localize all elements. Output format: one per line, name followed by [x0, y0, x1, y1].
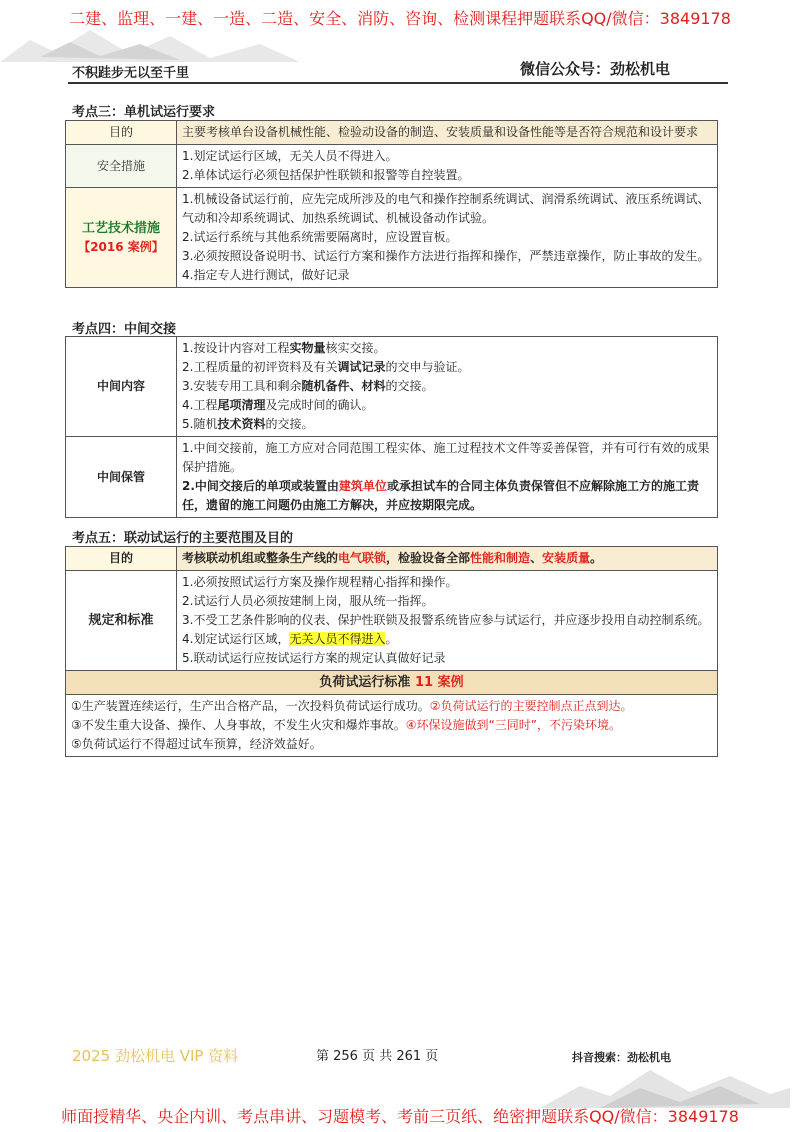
list-item: 5.联动试运行应按试运行方案的规定认真做好记录 — [182, 651, 446, 665]
rules-label: 规定和标准 — [66, 571, 177, 671]
load-standard-title: 负荷试运行标准 11 案例 — [66, 671, 718, 695]
list-item: 2.试运行人员必须按建制上岗，服从统一指挥。 — [182, 594, 434, 608]
list-item: 2.工程质量的初评资料及有关调试记录的交申与验证。 — [182, 360, 470, 374]
list-item: 4.划定试运行区域，无关人员不得进入。 — [182, 632, 398, 646]
section4-table — [65, 336, 718, 518]
list-item: 3.安装专用工具和剩余随机备件、材料的交接。 — [182, 379, 434, 393]
section3-table — [65, 120, 718, 288]
mountain-decoration-icon — [0, 22, 300, 67]
tech-label: 工艺技术措施 — [81, 220, 160, 236]
list-item: 1.机械设备试运行前，应先完成所涉及的电气和操作控制系统调试、润滑系统调试、液压系统调试、气动和冷却系统调试、加热系统调试、机械设备动作试验。 — [182, 192, 710, 225]
page-number: 第 256 页 共 261 页 — [316, 1049, 439, 1064]
rules-content — [177, 571, 718, 671]
list-item: ③不发生重大设备、操作、人身事故，不发生火灾和爆炸事故。④环保设施做到“三同时”，不污染环境。 — [71, 718, 621, 732]
list-item: 1.中间交接前，施工方应对合同范围工程实体、施工过程技术文件等妥善保管，并有可行有效的成果保护措施。 — [182, 441, 710, 474]
list-item: 4.指定专人进行测试，做好记录 — [182, 268, 350, 282]
tech-case: 【2016 案例】 — [78, 239, 164, 254]
list-item: ①生产装置连续运行，生产出合格产品，一次投料负荷试运行成功。②负荷试运行的主要控制点正点到达。 — [71, 699, 633, 713]
mountain-decoration-icon — [540, 1058, 790, 1108]
header-divider — [68, 82, 728, 84]
top-banner: 二建、监理、一建、一造、二造、安全、消防、咨询、检测课程押题联系QQ/微信：3849178 — [69, 9, 731, 28]
section5-title: 考点五：联动试运行的主要范围及目的 — [72, 531, 294, 546]
header-wechat: 微信公众号：劲松机电 — [520, 60, 671, 78]
section3-title: 考点三：单机试运行要求 — [72, 105, 216, 120]
content-label: 中间内容 — [66, 337, 177, 437]
footer-douyin: 抖音搜索：劲松机电 — [572, 1051, 671, 1064]
custody-label: 中间保管 — [66, 437, 177, 518]
list-item: 3.必须按照设备说明书、试运行方案和操作方法进行指挥和操作，严禁违章操作，防止事故的发生。 — [182, 249, 710, 263]
section4-title: 考点四：中间交接 — [72, 322, 177, 337]
list-item: 2.试运行系统与其他系统需要隔离时，应设置盲板。 — [182, 230, 458, 244]
section5-table — [65, 546, 718, 757]
list-item: 1.划定试运行区域，无关人员不得进入。 — [182, 149, 398, 163]
tech-content — [177, 188, 718, 288]
bottom-banner: 师面授精华、央企内训、考点串讲、习题模考、考前三页纸、绝密押题联系QQ/微信：3849178 — [61, 1107, 739, 1126]
custody-content — [177, 437, 718, 518]
s5-purpose-label: 目的 — [66, 547, 177, 571]
list-item: 5.随机技术资料的交接。 — [182, 417, 314, 431]
purpose-text: 主要考核单台设备机械性能、检验动设备的制造、安装质量和设备性能等是否符合规范和设计要求 — [177, 121, 718, 145]
list-item: 1.必须按照试运行方案及操作规程精心指挥和操作。 — [182, 575, 458, 589]
list-item: ⑤负荷试运行不得超过试车预算，经济效益好。 — [71, 737, 322, 751]
purpose-label: 目的 — [66, 121, 177, 145]
content-list — [177, 337, 718, 437]
list-item: 1.按设计内容对工程实物量核实交接。 — [182, 341, 386, 355]
list-item: 3.不受工艺条件影响的仪表、保护性联锁及报警系统皆应参与试运行，并应逐步投用自动控制系统。 — [182, 613, 710, 627]
list-item: 2.中间交接后的单项或装置由建筑单位或承担试车的合同主体负责保管但不应解除施工方的施工责任，遗留的施工问题仍由施工方解决，并应按期限完成。 — [182, 479, 699, 512]
safety-label: 安全措施 — [66, 145, 177, 188]
s5-purpose-text: 考核联动机组或整条生产线的电气联锁，检验设备全部性能和制造、安装质量。 — [177, 547, 718, 571]
load-standard-content — [66, 695, 718, 757]
safety-content — [177, 145, 718, 188]
tech-label-cell — [66, 188, 177, 288]
footer-vip-label: 2025 劲松机电 VIP 资料 — [72, 1047, 239, 1065]
list-item: 2.单体试运行必须包括保护性联锁和报警等自控装置。 — [182, 168, 470, 182]
header-motto: 不积跬步无以至千里 — [72, 66, 190, 81]
list-item: 4.工程尾项清理及完成时间的确认。 — [182, 398, 374, 412]
